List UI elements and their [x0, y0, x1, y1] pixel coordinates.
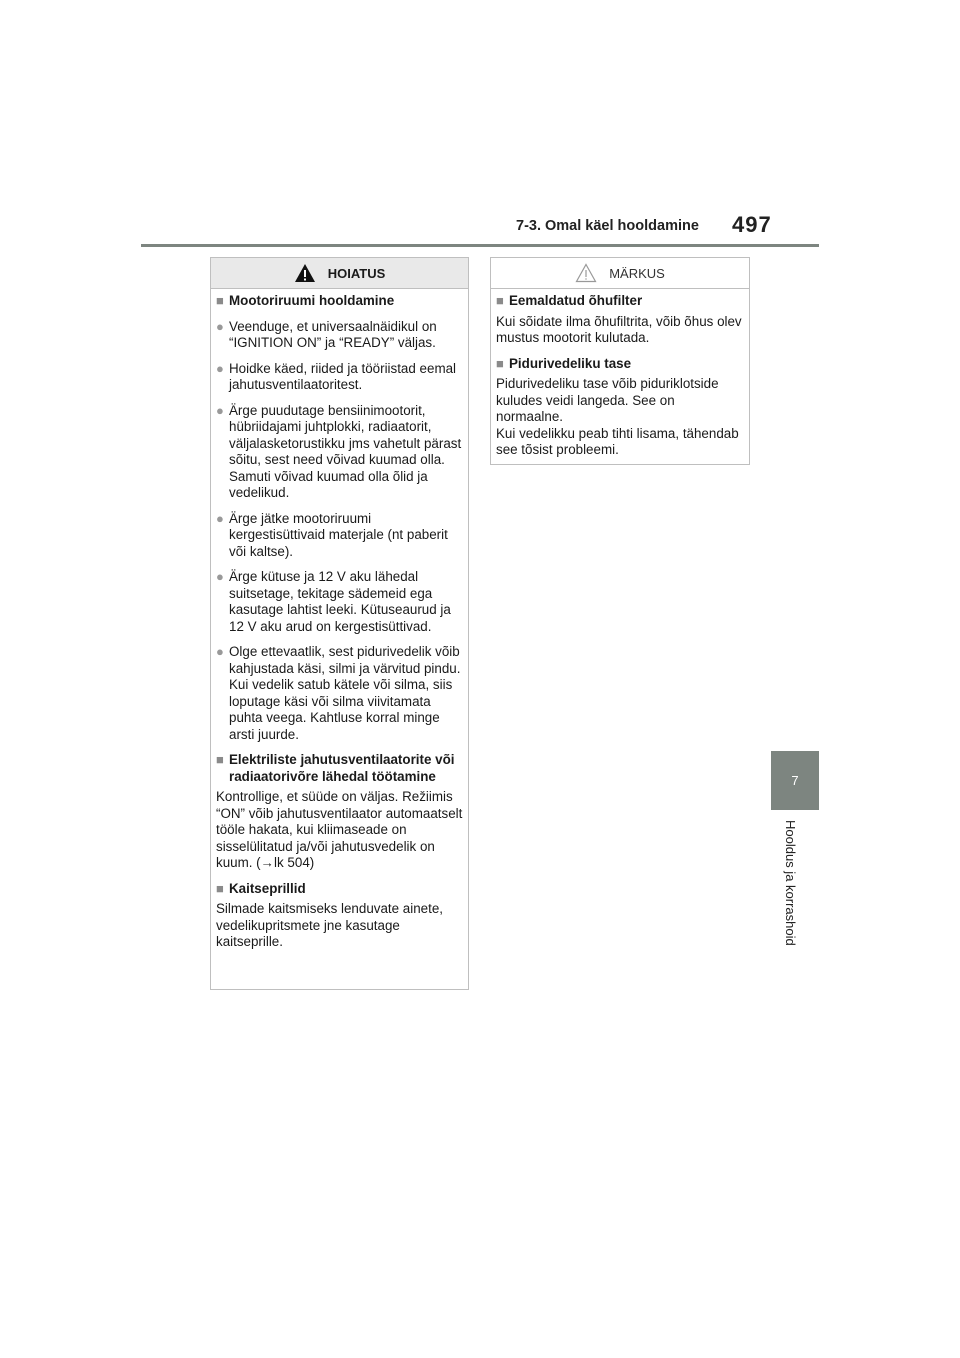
section-heading: ■ Kaitseprillid [216, 880, 306, 896]
list-item: ● Ärge jätke mootoriruumi kergestisüttivaid materjale (nt paberit või kaltse). [216, 510, 448, 559]
list-item: ● Olge ettevaatlik, sest pidurivedelik võib kahjustada käsi, silmi ja värvitud pindu. Kui vedelik satub kätele või silma, siis loputage käsi või silma viivitamata puhta veega. Kahtluse korral minge arsti juurde. [216, 644, 461, 742]
round-bullet-icon: ● [216, 402, 224, 418]
paragraph: Kui sõidate ilma õhufiltrita, võib õhus olev mustus mootorit kulutada. [496, 313, 742, 345]
list-item: ● Ärge puudutage bensiinimootorit, hübriidajami juhtplokki, radiaatorit, väljalasketorustikku jms vahetult pärast sõitu, sest need võivad kuumad olla. Samuti võivad kuumad olla õlid ja vedelikud. [216, 402, 462, 500]
section-title: 7-3. Omal käel hooldamine [516, 218, 699, 234]
page-number: 497 [732, 212, 772, 237]
section-heading: ■ Elektriliste jahutusventilaatorite või radiaatorivõre lähedal töötamine [216, 752, 455, 784]
warning-box [210, 257, 469, 990]
square-bullet-icon: ■ [216, 752, 224, 767]
round-bullet-icon: ● [216, 644, 224, 659]
header-rule [141, 244, 819, 247]
notice-heading: MÄRKUS [609, 265, 665, 281]
warning-body [211, 289, 468, 951]
square-bullet-icon: ■ [216, 880, 224, 896]
chapter-tab[interactable]: 7 [771, 751, 819, 810]
section-heading: ■ Pidurivedeliku tase [496, 355, 632, 371]
notice-body [491, 289, 749, 459]
square-bullet-icon: ■ [216, 293, 224, 308]
paragraph: Kui vedelikku peab tihti lisama, tähendab see tõsist probleemi. [496, 425, 739, 457]
warning-heading: HOIATUS [327, 265, 386, 281]
paragraph: Pidurivedeliku tase võib piduriklotside kuludes veidi langeda. See on normaalne. [496, 376, 719, 424]
round-bullet-icon: ● [216, 569, 224, 584]
chapter-label: Hooldus ja korrashoid [783, 820, 798, 946]
round-bullet-icon: ● [216, 318, 224, 334]
notice-box [490, 257, 750, 465]
square-bullet-icon: ■ [496, 293, 504, 308]
section-heading: ■ Mootoriruumi hooldamine [216, 293, 395, 308]
paragraph: Kontrollige, et süüde on väljas. Režiimis “ON” võib jahutusventilaator automaatselt tööle hakata, kui kliimaseade on sisselülitatud ja/või jahutusvedelik on kuum. (→lk 504) [216, 789, 463, 870]
list-item: ● Ärge kütuse ja 12 V aku lähedal suitsetage, tekitage sädemeid ega kasutage lahtist leeki. Kütuseaurud ja 12 V aku arud on kergestisüttivad. [216, 569, 451, 634]
notice-box-header [491, 258, 749, 289]
round-bullet-icon: ● [216, 360, 224, 376]
section-heading: ■ Eemaldatud õhufilter [496, 293, 643, 308]
square-bullet-icon: ■ [496, 355, 504, 371]
warning-triangle-icon [294, 263, 316, 283]
list-item: ● Veenduge, et universaalnäidikul on “IGNITION ON” ja “READY” väljas. [216, 318, 437, 350]
list-item: ● Hoidke käed, riided ja tööriistad eemal jahutusventilaatoritest. [216, 360, 457, 392]
caution-outline-triangle-icon [575, 263, 597, 283]
round-bullet-icon: ● [216, 510, 224, 526]
warning-box-header [211, 258, 468, 289]
paragraph: Silmade kaitsmiseks lenduvate ainete, vedelikupritsmete jne kasutage kaitseprille. [216, 901, 444, 949]
